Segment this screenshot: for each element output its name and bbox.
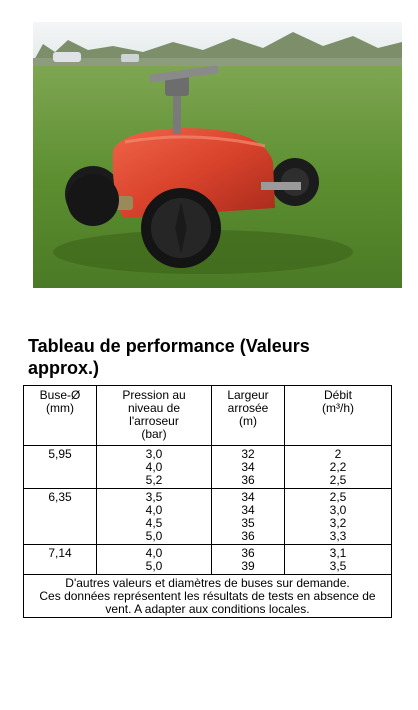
header-width-unit: (m): [239, 414, 257, 428]
flow-value: 3,5: [329, 559, 347, 573]
width-value: 36: [241, 473, 255, 487]
pressure-value: 4,5: [145, 516, 163, 530]
width-value: 32: [241, 447, 255, 461]
flow-value: 2,2: [329, 460, 347, 474]
header-flow-unit: (m³/h): [322, 401, 354, 415]
flow-cell: [285, 446, 392, 489]
flow-value: 2,5: [329, 473, 347, 487]
table-row: [24, 489, 392, 545]
header-width-line: Largeur: [227, 388, 269, 402]
pressure-cell: [97, 489, 212, 545]
flow-value: 3,3: [329, 529, 347, 543]
header-pressure: [97, 386, 212, 446]
flow-value: 2,5: [329, 490, 347, 504]
pressure-cell: [97, 446, 212, 489]
pressure-cell: [97, 545, 212, 575]
width-value: 39: [241, 559, 255, 573]
note-line: vent. A adapter aux conditions locales.: [105, 602, 310, 616]
table-note-row: [24, 575, 392, 618]
nozzle-cell: [24, 446, 97, 489]
product-photo: [33, 22, 402, 288]
header-nozzle-line: Buse-Ø: [39, 388, 81, 402]
width-value: 34: [241, 460, 255, 474]
nozzle-value: 6,35: [48, 490, 72, 504]
pressure-value: 3,0: [145, 447, 163, 461]
flow-value: 2: [334, 447, 342, 461]
header-nozzle-unit: (mm): [46, 401, 74, 415]
width-value: 36: [241, 546, 255, 560]
header-flow-line: Débit: [323, 388, 352, 402]
pressure-value: 3,5: [145, 490, 163, 504]
note-line: D'autres valeurs et diamètres de buses sur demande.: [65, 576, 350, 590]
table-row: [24, 545, 392, 575]
header-pressure-unit: (bar): [141, 427, 167, 441]
flow-cell: [285, 545, 392, 575]
page-title: Tableau de performance (Valeurs approx.): [28, 336, 310, 378]
header-pressure-line: Pression au: [122, 388, 186, 402]
flow-value: 3,1: [329, 546, 347, 560]
flow-cell: [285, 489, 392, 545]
pressure-value: 5,0: [145, 529, 163, 543]
pressure-value: 4,0: [145, 503, 163, 517]
width-value: 34: [241, 490, 255, 504]
nozzle-value: 5,95: [48, 447, 72, 461]
nozzle-cell: [24, 489, 97, 545]
width-value: 36: [241, 529, 255, 543]
nozzle-cell: [24, 545, 97, 575]
width-value: 34: [241, 503, 255, 517]
width-cell: [212, 545, 285, 575]
width-cell: [212, 489, 285, 545]
width-value: 35: [241, 516, 255, 530]
header-flow: [285, 386, 392, 446]
flow-value: 3,0: [329, 503, 347, 517]
nozzle-value: 7,14: [48, 546, 72, 560]
width-cell: [212, 446, 285, 489]
note-line: Ces données représentent les résultats de tests en absence de: [39, 589, 376, 603]
header-width-line: arrosée: [227, 401, 269, 415]
header-nozzle: [24, 386, 97, 446]
pressure-value: 5,0: [145, 559, 163, 573]
table-header-row: [24, 386, 392, 446]
table-row: [24, 446, 392, 489]
header-pressure-line: l'arroseur: [129, 414, 179, 428]
flow-value: 3,2: [329, 516, 347, 530]
pressure-value: 4,0: [145, 546, 163, 560]
header-width: [212, 386, 285, 446]
pressure-value: 4,0: [145, 460, 163, 474]
pressure-value: 5,2: [145, 473, 163, 487]
table-note: [24, 575, 392, 618]
performance-table: [23, 385, 392, 618]
header-pressure-line: niveau de: [127, 401, 181, 415]
